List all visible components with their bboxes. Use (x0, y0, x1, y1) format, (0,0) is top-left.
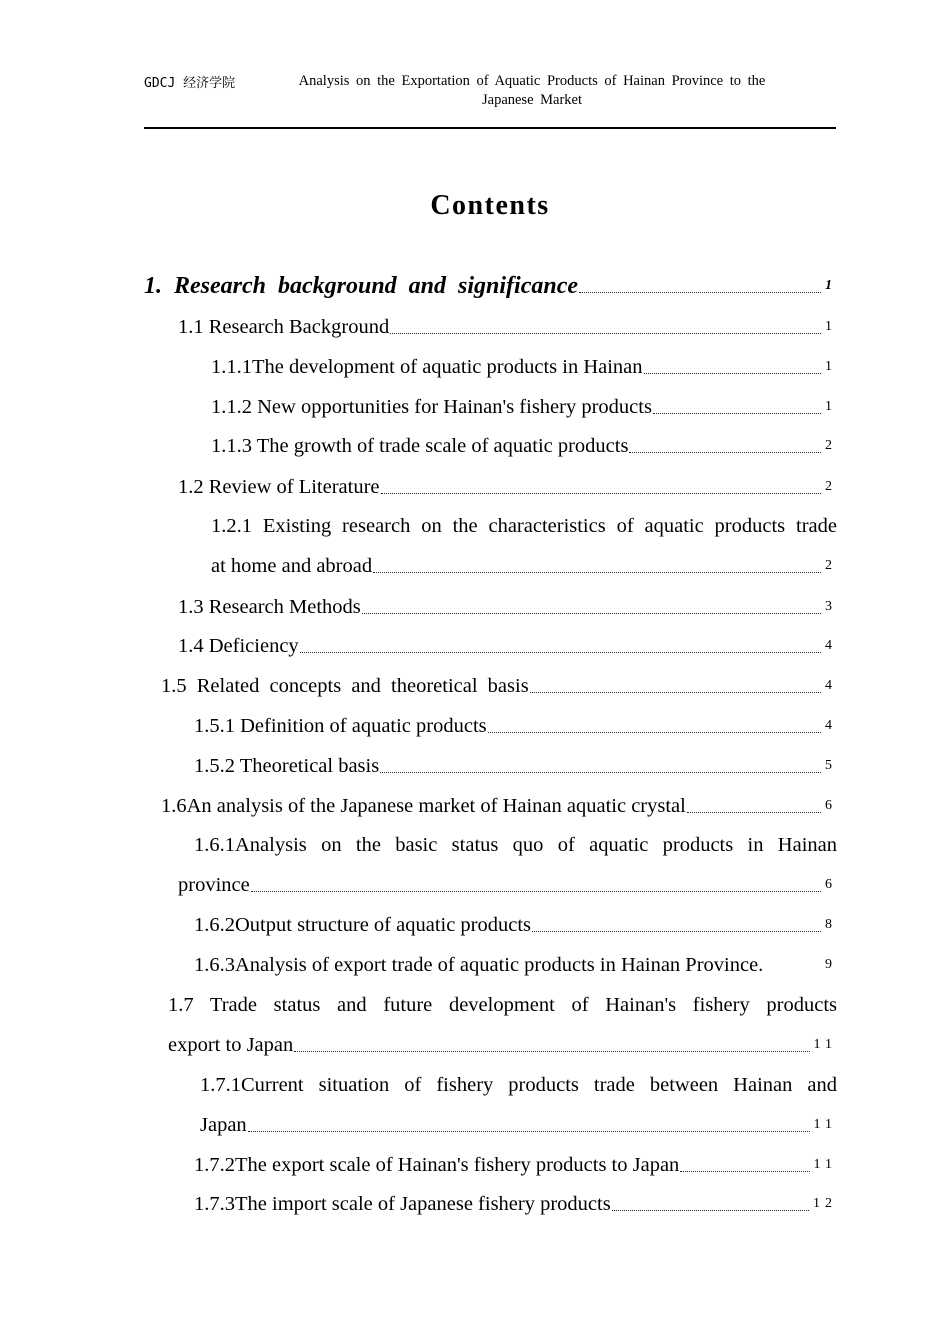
header-school: GDCJ 经济学院 (144, 76, 236, 91)
toc-entry-1-2-1-line1[interactable]: 1.2.1 Existing research on the characteristics of aquatic products trade (211, 515, 837, 537)
dot-leader (488, 731, 821, 733)
dot-leader (362, 612, 821, 614)
dot-leader (680, 1170, 809, 1172)
toc-entry-1-7-line1[interactable]: 1.7 Trade status and future development of Hainan's fishery products (168, 994, 837, 1016)
dot-leader (381, 492, 821, 494)
dot-leader (579, 291, 821, 293)
dot-leader (612, 1209, 809, 1211)
toc-entry-1-4[interactable]: 1.4 Deficiency 4 (178, 635, 837, 657)
toc-entry-1-7-1-line1[interactable]: 1.7.1Current situation of fishery products trade between Hainan and (200, 1074, 837, 1096)
toc-entry-1-1-2[interactable]: 1.1.2 New opportunities for Hainan's fishery products 1 (211, 396, 837, 418)
toc-entry-1-2[interactable]: 1.2 Review of Literature 2 (178, 476, 837, 498)
dot-leader (653, 412, 821, 414)
page-header (144, 70, 836, 130)
toc-entry-1-1-1[interactable]: 1.1.1The development of aquatic products in Hainan 1 (211, 356, 837, 378)
toc-entry-1-6-2[interactable]: 1.6.2Output structure of aquatic products 8 (194, 914, 837, 936)
header-title: Analysis on the Exportation of Aquatic Products of Hainan Province to the Japanese Market (298, 73, 766, 108)
dot-leader (294, 1050, 809, 1052)
dot-leader (248, 1130, 810, 1132)
toc-entry-1-1[interactable]: 1.1 Research Background 1 (178, 316, 837, 338)
dot-leader (380, 771, 821, 773)
toc-entry-1-5[interactable]: 1.5 Related concepts and theoretical basis 4 (161, 675, 837, 697)
toc-entry-1-3[interactable]: 1.3 Research Methods 3 (178, 596, 837, 618)
toc-entry-1-7-2[interactable]: 1.7.2The export scale of Hainan's fishery products to Japan 11 (194, 1154, 837, 1176)
toc-entry-1-7[interactable]: export to Japan 11 (168, 1034, 837, 1056)
header-rule (144, 127, 836, 129)
toc-entry-1-5-1[interactable]: 1.5.1 Definition of aquatic products 4 (194, 715, 837, 737)
toc-entry-1-6-1[interactable]: province 6 (178, 874, 837, 896)
toc-entry-1-2-1[interactable]: at home and abroad 2 (211, 555, 837, 577)
toc-entry-1-5-2[interactable]: 1.5.2 Theoretical basis 5 (194, 755, 837, 777)
toc-entry-1-6-1-line1[interactable]: 1.6.1Analysis on the basic status quo of aquatic products in Hainan (194, 834, 837, 856)
dot-leader (251, 890, 821, 892)
dot-leader (390, 332, 821, 334)
dot-leader (300, 651, 821, 653)
toc-entry-1-7-3[interactable]: 1.7.3The import scale of Japanese fishery products 12 (194, 1193, 837, 1215)
dot-leader (687, 811, 821, 813)
page-title: Contents (430, 190, 550, 221)
dot-leader (644, 372, 821, 374)
dot-leader (629, 451, 821, 453)
dot-leader (373, 571, 821, 573)
dot-leader (764, 971, 821, 972)
toc-entry-1-7-1[interactable]: Japan 11 (200, 1114, 837, 1136)
toc-entry-1-6[interactable]: 1.6An analysis of the Japanese market of Hainan aquatic crystal 6 (161, 795, 837, 817)
dot-leader (530, 691, 821, 693)
toc-entry-1-6-3[interactable]: 1.6.3Analysis of export trade of aquatic products in Hainan Province. 9 (194, 954, 837, 976)
dot-leader (532, 930, 821, 932)
toc-entry-1[interactable]: 1. Research background and significance 1 (144, 273, 837, 299)
toc-entry-1-1-3[interactable]: 1.1.3 The growth of trade scale of aquatic products 2 (211, 435, 837, 457)
